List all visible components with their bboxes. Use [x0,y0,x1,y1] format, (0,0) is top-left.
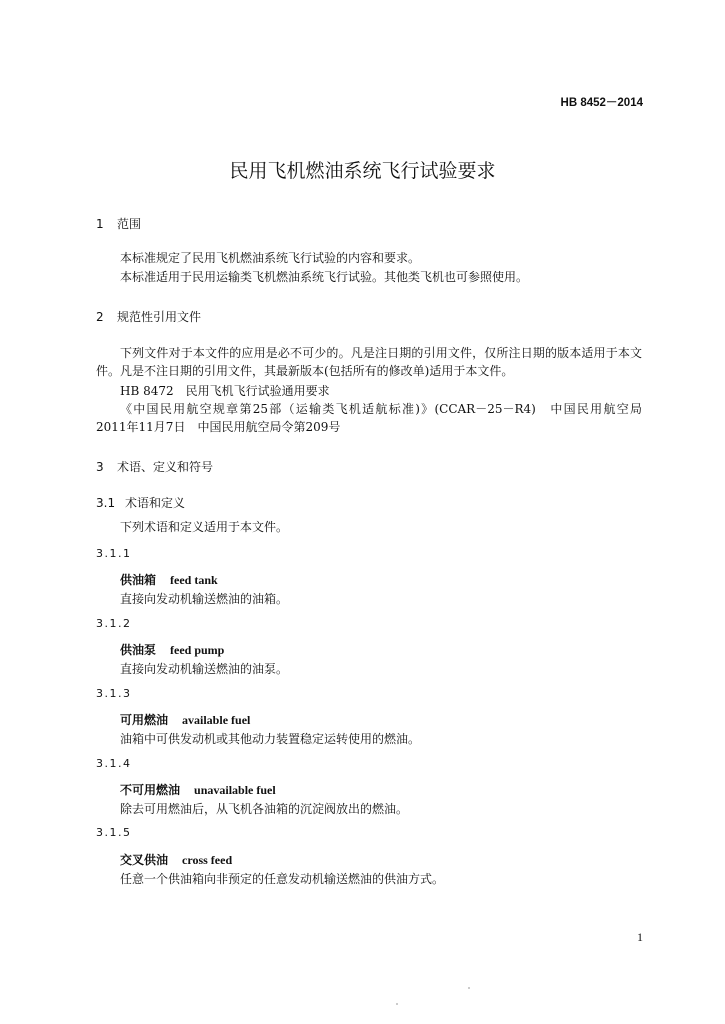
term-heading [120,851,232,868]
term-english: feed tank [170,573,218,587]
term-english: unavailable fuel [194,783,276,797]
term-chinese: 供油箱 [120,573,157,587]
section-1-paragraph-1: 本标准规定了民用飞机燃油系统飞行试验的内容和要求。 [120,251,421,265]
term-english: feed pump [170,643,225,657]
section-1-number: 1 [96,217,104,231]
term-heading [120,571,218,588]
section-1-heading [96,215,141,232]
section-3-heading [96,458,213,475]
section-2-heading [96,308,201,325]
section-3-1-title: 术语和定义 [125,496,186,510]
term-chinese: 供油泵 [120,643,157,657]
term-definition: 直接向发动机输送燃油的油箱。 [120,592,289,606]
section-2-number: 2 [96,310,104,324]
term-chinese: 可用燃油 [120,713,169,727]
term-definition: 直接向发动机输送燃油的油泵。 [120,662,289,676]
section-1-title: 范围 [117,217,142,231]
section-2-title: 规范性引用文件 [117,310,202,324]
section-3-1-intro: 下列术语和定义适用于本文件。 [120,520,289,534]
term-english: available fuel [182,713,251,727]
term-definition: 油箱中可供发动机或其他动力装置稳定运转使用的燃油。 [120,732,421,746]
scan-speck [396,1003,398,1005]
section-3-title: 术语、定义和符号 [117,460,214,474]
term-number: 3.1.3 [96,687,132,700]
term-heading [120,711,250,728]
term-number: 3.1.2 [96,617,132,630]
term-number: 3.1.4 [96,757,132,770]
term-heading [120,781,276,798]
term-english: cross feed [182,853,233,867]
term-definition: 除去可用燃油后，从飞机各油箱的沉淀阀放出的燃油。 [120,802,409,816]
term-chinese: 交叉供油 [120,853,169,867]
term-chinese: 不可用燃油 [120,783,181,797]
term-number: 3.1.5 [96,826,132,839]
section-3-1-heading [96,494,185,511]
section-2-paragraph: 下列文件对于本文件的应用是必不可少的。凡是注日期的引用文件，仅所注日期的版本适用于本文件。凡是不注日期的引用文件，其最新版本(包括所有的修改单)适用于本文件。 [96,346,642,378]
term-definition: 任意一个供油箱向非预定的任意发动机输送燃油的供油方式。 [120,872,445,886]
document-title: 民用飞机燃油系统飞行试验要求 [229,160,496,182]
section-3-1-number: 3.1 [96,496,116,510]
section-3-number: 3 [96,460,104,474]
term-heading [120,641,224,658]
section-1-paragraph-2: 本标准适用于民用运输类飞机燃油系统飞行试验。其他类飞机也可参照使用。 [120,270,529,284]
scan-speck [468,987,470,989]
term-number: 3.1.1 [96,547,132,560]
reference-ccar25: 《中国民用航空规章第25部（运输类飞机适航标准)》(CCAR－25－R4) 中国民用航空局 2011年11月7日 中国民用航空局令第209号 [96,402,655,434]
reference-hb8472: HB 8472 民用飞机飞行试验通用要求 [120,384,330,398]
standard-number: HB 8452－2014 [560,97,643,109]
page-number: 1 [637,930,643,944]
